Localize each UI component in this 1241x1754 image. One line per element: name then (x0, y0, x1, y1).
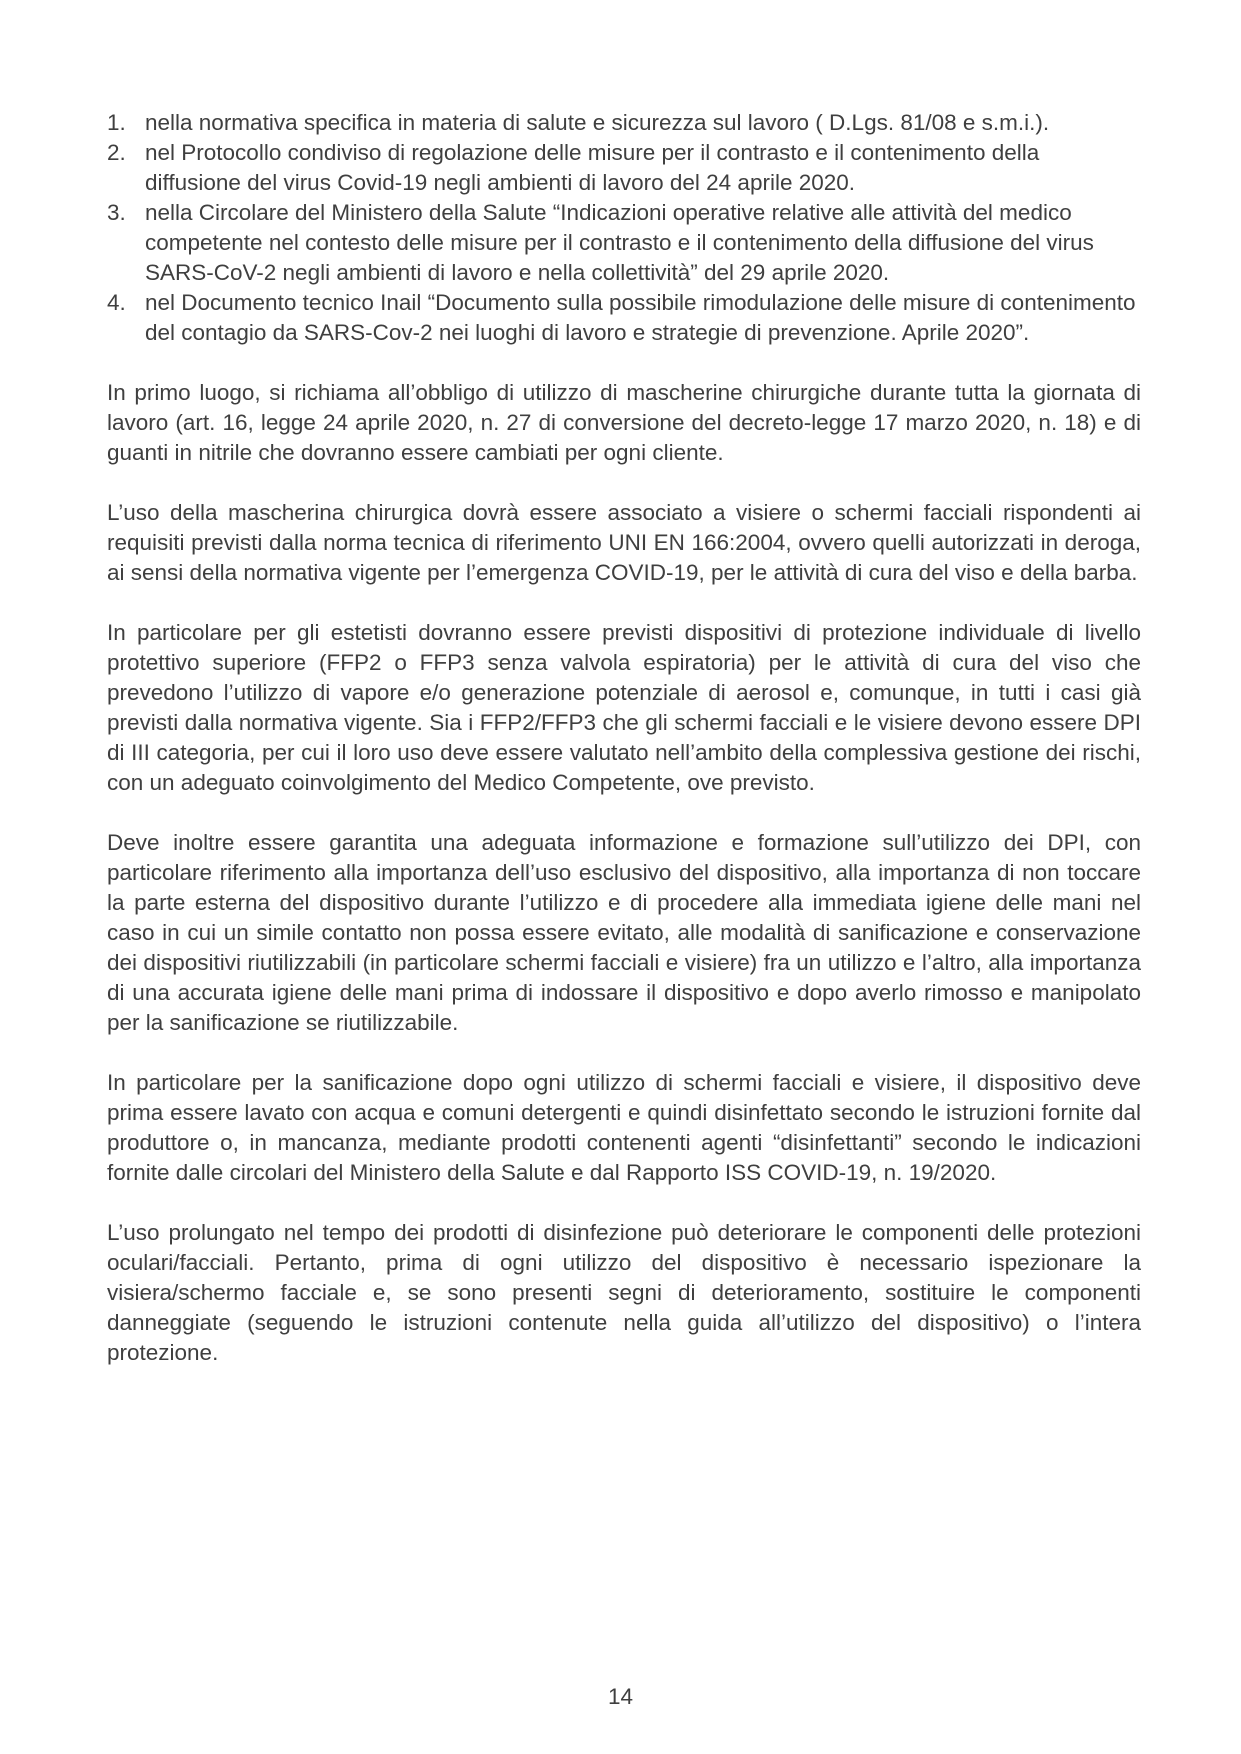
list-item-number: 2. (107, 140, 126, 165)
list-item-text: nella Circolare del Ministero della Salute “Indicazioni operative relative alle attività del medico competente nel contesto delle misure per il contrasto e il contenimento della diffusione del virus SARS-CoV-2 negli ambienti di lavoro e nella collettività” del 29 aprile 2020. (145, 200, 1094, 285)
list-item (107, 288, 1141, 348)
paragraph-sanitization: In particolare per la sanificazione dopo ogni utilizzo di schermi facciali e visiere, il dispositivo deve prima essere lavato con acqua e comuni detergenti e quindi disinfettato secondo le istruzioni fornite dal produttore o, in mancanza, mediante prodotti contenenti agenti “disinfettanti” secondo le indicazioni fornite dalle circolari del Ministero della Salute e dal Rapporto ISS COVID-19, n. 19/2020. (107, 1070, 1141, 1185)
page-number: 14 (607, 1684, 634, 1709)
list-item (107, 138, 1141, 198)
page-content (107, 108, 1141, 1368)
list-item-number: 4. (107, 290, 126, 315)
paragraph-dpi-training: Deve inoltre essere garantita una adeguata informazione e formazione sull’utilizzo dei DPI, con particolare riferimento alla importanza dell’uso esclusivo del dispositivo, alla importanza di non toccare la parte esterna del dispositivo durante l’utilizzo e di procedere alla immediata igiene delle mani nel caso in cui un simile contatto non possa essere evitato, alle modalità di sanificazione e conservazione dei dispositivi riutilizzabili (in particolare schermi facciali e visiere) fra un utilizzo e l’altro, alla importanza di una accurata igiene delle mani prima di indossare il dispositivo e dopo averlo rimosso e manipolato per la sanificazione se riutilizzabile. (107, 830, 1141, 1035)
list-item-text: nel Protocollo condiviso di regolazione delle misure per il contrasto e il contenimento della diffusione del virus Covid-19 negli ambienti di lavoro del 24 aprile 2020. (145, 140, 1040, 195)
list-item-number: 1. (107, 110, 126, 135)
list-item-number: 3. (107, 200, 126, 225)
list-item-text: nel Documento tecnico Inail “Documento sulla possibile rimodulazione delle misure di contenimento del contagio da SARS-Cov-2 nei luoghi di lavoro e strategie di prevenzione. Aprile 2020”. (145, 290, 1136, 345)
list-item (107, 108, 1141, 138)
paragraph-disinfection-wear: L’uso prolungato nel tempo dei prodotti di disinfezione può deteriorare le componenti delle protezioni oculari/facciali. Pertanto, prima di ogni utilizzo del dispositivo è necessario ispezionare la visiera/schermo facciale e, se sono presenti segni di deterioramento, sostituire le componenti danneggiate (seguendo le istruzioni contenute nella guida all’utilizzo del dispositivo) o l’intera protezione. (107, 1220, 1141, 1365)
list-item (107, 198, 1141, 288)
reference-list (107, 108, 1141, 348)
list-item-text: nella normativa specifica in materia di salute e sicurezza sul lavoro ( D.Lgs. 81/08 e s.m.i.). (145, 110, 1050, 135)
paragraph-face-shields: L’uso della mascherina chirurgica dovrà essere associato a visiere o schermi facciali rispondenti ai requisiti previsti dalla norma tecnica di riferimento UNI EN 166:2004, ovvero quelli autorizzati in deroga, ai sensi della normativa vigente per l’emergenza COVID-19, per le attività di cura del viso e della barba. (107, 500, 1141, 585)
paragraph-surgical-masks: In primo luogo, si richiama all’obbligo di utilizzo di mascherine chirurgiche durante tutta la giornata di lavoro (art. 16, legge 24 aprile 2020, n. 27 di conversione del decreto-legge 17 marzo 2020, n. 18) e di guanti in nitrile che dovranno essere cambiati per ogni cliente. (107, 380, 1141, 465)
paragraph-estetisti-ffp2: In particolare per gli estetisti dovranno essere previsti dispositivi di protezione individuale di livello protettivo superiore (FFP2 o FFP3 senza valvola espiratoria) per le attività di cura del viso che prevedono l’utilizzo di vapore e/o generazione potenziale di aerosol e, comunque, in tutti i casi già previsti dalla normativa vigente. Sia i FFP2/FFP3 che gli schermi facciali e le visiere devono essere DPI di III categoria, per cui il loro uso deve essere valutato nell’ambito della complessiva gestione dei rischi, con un adeguato coinvolgimento del Medico Competente, ove previsto. (107, 620, 1141, 795)
